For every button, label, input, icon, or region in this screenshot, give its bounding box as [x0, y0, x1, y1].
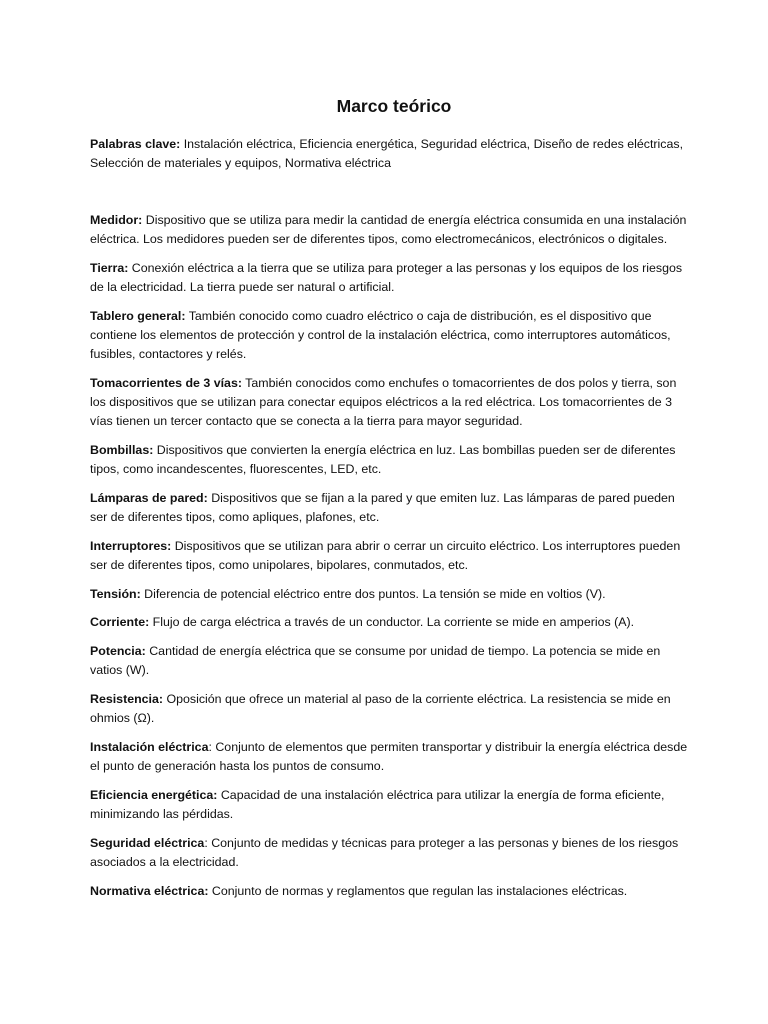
- page-title: Marco teórico: [336, 96, 452, 116]
- definition-text: Dispositivos que se fijan a la pared y que emiten luz. Las lámparas de pared pueden ser de diferentes tipos, como apliques, plafones, etc.: [90, 490, 675, 525]
- definition-term: Corriente:: [90, 615, 150, 630]
- definition-text: También conocidos como enchufes o tomacorrientes de dos polos y tierra, son los dispositivos que se utilizan para conectar equipos eléctricos a la red eléctrica. Los tomacorrientes de 3 vías tienen un tercer contacto que se conecta a la tierra para mayor seguridad.: [90, 375, 677, 429]
- definition-text: Conjunto de normas y reglamentos que regulan las instalaciones eléctricas.: [208, 883, 628, 898]
- definition-term: Eficiencia energética:: [90, 787, 218, 802]
- definition-resistencia: [90, 690, 690, 728]
- definition-term: Instalación eléctrica: [90, 739, 209, 754]
- definition-tension: [90, 585, 690, 604]
- definition-text: : Conjunto de medidas y técnicas para proteger a las personas y bienes de los riesgos asociados a la electricidad.: [90, 835, 679, 869]
- keywords-text: Instalación eléctrica, Eficiencia energética, Seguridad eléctrica, Diseño de redes eléctricas, Selección de materiales y equipos, Normativa eléctrica: [90, 137, 684, 170]
- definition-text: Oposición que ofrece un material al paso de la corriente eléctrica. La resistencia se mide en ohmios (Ω).: [90, 692, 671, 726]
- definition-lamparas-de-pared: [90, 489, 690, 527]
- definition-normativa-electrica: [90, 882, 690, 901]
- definition-bombillas: [90, 441, 690, 479]
- definition-term: Seguridad eléctrica: [90, 835, 205, 850]
- definition-tomacorrientes: [90, 374, 690, 432]
- definition-medidor: [90, 211, 690, 249]
- definition-term: Tensión:: [90, 586, 141, 601]
- definition-term: Tierra:: [90, 260, 129, 275]
- definition-term: Normativa eléctrica:: [90, 883, 209, 898]
- definition-text: Dispositivos que se utilizan para abrir o cerrar un circuito eléctrico. Los interruptores pueden ser de diferentes tipos, como unipolares, bipolares, conmutados, etc.: [90, 538, 681, 573]
- definitions-list: [90, 211, 690, 901]
- definition-term: Resistencia:: [90, 692, 164, 707]
- definition-term: Tomacorrientes de 3 vías:: [90, 375, 242, 390]
- definition-interruptores: [90, 537, 690, 575]
- definition-potencia: [90, 642, 690, 680]
- definition-text: : Conjunto de elementos que permiten transportar y distribuir la energía eléctrica desde el punto de generación hasta los puntos de consumo.: [90, 739, 688, 774]
- definition-text: Conexión eléctrica a la tierra que se utiliza para proteger a las personas y los equipos de los riesgos de la electricidad. La tierra puede ser natural o artificial.: [90, 260, 683, 295]
- definition-term: Bombillas:: [90, 443, 154, 458]
- definition-text: Diferencia de potencial eléctrico entre dos puntos. La tensión se mide en voltios (V).: [140, 586, 606, 601]
- definition-term: Lámparas de pared:: [90, 490, 208, 505]
- definition-text: También conocido como cuadro eléctrico o caja de distribución, es el dispositivo que contiene los elementos de protección y control de la instalación eléctrica, como interruptores automáticos, fusibles, contactores y relés.: [90, 308, 671, 362]
- keywords-paragraph: [90, 135, 690, 173]
- definition-corriente: [90, 613, 690, 632]
- definition-seguridad-electrica: [90, 834, 690, 872]
- definition-text: Capacidad de una instalación eléctrica para utilizar la energía de forma eficiente, minimizando las pérdidas.: [90, 787, 665, 822]
- definition-text: Dispositivos que convierten la energía eléctrica en luz. Las bombillas pueden ser de diferentes tipos, como incandescentes, fluorescentes, LED, etc.: [90, 443, 676, 477]
- definition-tablero-general: [90, 307, 690, 365]
- definition-text: Flujo de carga eléctrica a través de un conductor. La corriente se mide en amperios (A).: [149, 615, 635, 630]
- definition-term: Medidor:: [90, 213, 143, 227]
- definition-term: Potencia:: [90, 644, 146, 659]
- definition-term: Tablero general:: [90, 308, 186, 323]
- definition-instalacion-electrica: [90, 738, 690, 776]
- keywords-label: Palabras clave:: [90, 137, 181, 151]
- definition-term: Interruptores:: [90, 538, 172, 553]
- definition-text: Dispositivo que se utiliza para medir la cantidad de energía eléctrica consumida en una instalación eléctrica. Los medidores pueden ser de diferentes tipos, como electromecánicos, electrónicos o digitales.: [90, 213, 687, 247]
- definition-eficiencia-energetica: [90, 786, 690, 824]
- definition-text: Cantidad de energía eléctrica que se consume por unidad de tiempo. La potencia se mide en vatios (W).: [90, 644, 661, 678]
- definition-tierra: [90, 259, 690, 297]
